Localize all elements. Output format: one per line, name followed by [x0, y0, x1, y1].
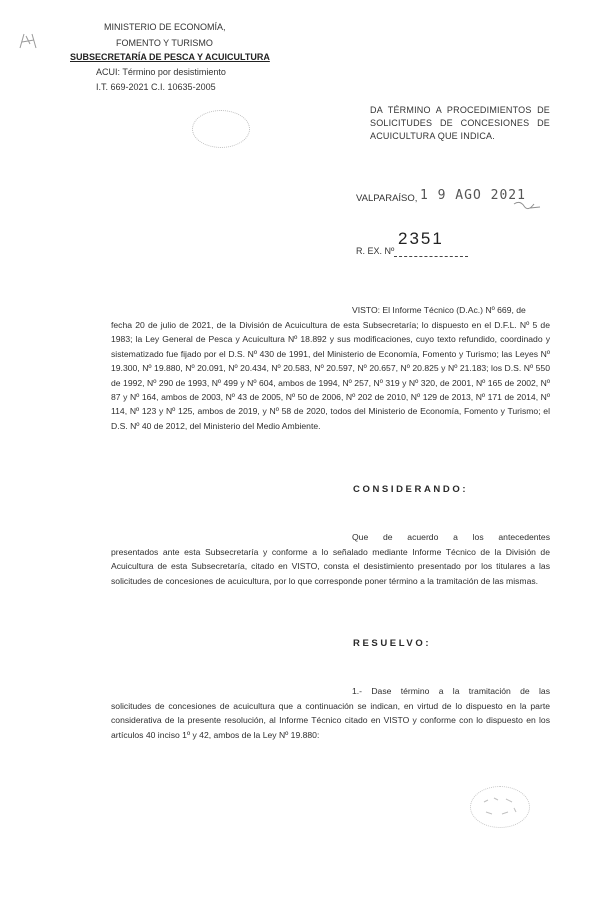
- considerando-first-line: Que de acuerdo a los antecedentes: [352, 532, 550, 542]
- date-mark: [512, 198, 542, 212]
- resolution-prefix: R. EX. Nº: [356, 246, 395, 256]
- reference-subject: ACUI: Término por desistimiento: [96, 67, 226, 77]
- ministry-name: MINISTERIO DE ECONOMÍA,: [104, 22, 226, 32]
- date-stamp: 1 9 AGO 2021: [420, 188, 526, 203]
- resuelvo-paragraph: solicitudes de concesiones de acuicultura que a continuación se indican, en virtud de lo dispuesto en la parte considerativa de la presente resolución, al Informe Técnico citado en VISTO y conforme con lo dispuesto en los artículos 40 inciso 1º y 42, ambos de la Ley Nº 19.880:: [111, 701, 550, 740]
- considerando-heading: CONSIDERANDO:: [353, 484, 469, 495]
- reference-codes: I.T. 669-2021 C.I. 10635-2005: [96, 82, 216, 92]
- resolution-title: DA TÉRMINO A PROCEDIMIENTOS DE SOLICITUDES DE CONCESIONES DE ACUICULTURA QUE INDICA.: [370, 105, 550, 141]
- visto-first-line: VISTO: El Informe Técnico (D.Ac.) Nº 669, de: [352, 305, 526, 315]
- resuelvo-heading: RESUELVO:: [353, 638, 432, 649]
- resolution-number: 2351: [398, 229, 444, 248]
- subsecretaria-name: SUBSECRETARÍA DE PESCA Y ACUICULTURA: [70, 52, 270, 62]
- resolution-number-line: [394, 256, 468, 257]
- visto-paragraph: fecha 20 de julio de 2021, de la División de Acuicultura de esta Subsecretaría; lo dispuesto en el D.F.L. Nº 5 de 1983; la Ley General de Pesca y Acuicultura Nº 18.892 y sus modificaciones, cuyo texto refundido, coordinado y sistematizado fue fijado por el D.S. Nº 430 de 1991, del Ministerio de Economía, Fomento y Turismo; las Leyes Nº 19.300, Nº 19.880, Nº 20.091, Nº 20.434, Nº 20.583, Nº 20.597, Nº 20.657, Nº 20.825 y Nº 21.183; los D.S. Nº 550 de 1992, Nº 290 de 1993, Nº 499 y Nº 604, ambos de 1994, Nº 257, Nº 319 y Nº 320, de 2001, Nº 165 de 2002, Nº 87 y Nº 164, ambos de 2003, Nº 43 de 2005, Nº 50 de 2006, Nº 202 de 2010, Nº 129 de 2013, Nº 171 de 2014, Nº 114, Nº 123 y Nº 125, ambos de 2019, y Nº 58 de 2020, todos del Ministerio de Economía, Fomento y Turismo; el D.S. Nº 40 de 2012, del Ministerio del Medio Ambiente.: [111, 320, 550, 431]
- ministry-name-cont: FOMENTO Y TURISMO: [116, 38, 213, 48]
- resuelvo-first-line: 1.- Dase término a la tramitación de las: [352, 686, 550, 696]
- considerando-paragraph: presentados ante esta Subsecretaría y conforme a lo señalado mediante Informe Técnico de la División de Acuicultura de esta Subsecretaría, citado en VISTO, consta el desistimiento presentado por los titulares a las solicitudes de concesiones de acuicultura, por lo que corresponde poner término a la tramitación de las mismas.: [111, 547, 550, 586]
- margin-annotation: [16, 30, 42, 54]
- place-label: VALPARAÍSO,: [356, 193, 418, 204]
- bottom-stamp-marks: [478, 794, 522, 820]
- official-seal: [192, 110, 250, 148]
